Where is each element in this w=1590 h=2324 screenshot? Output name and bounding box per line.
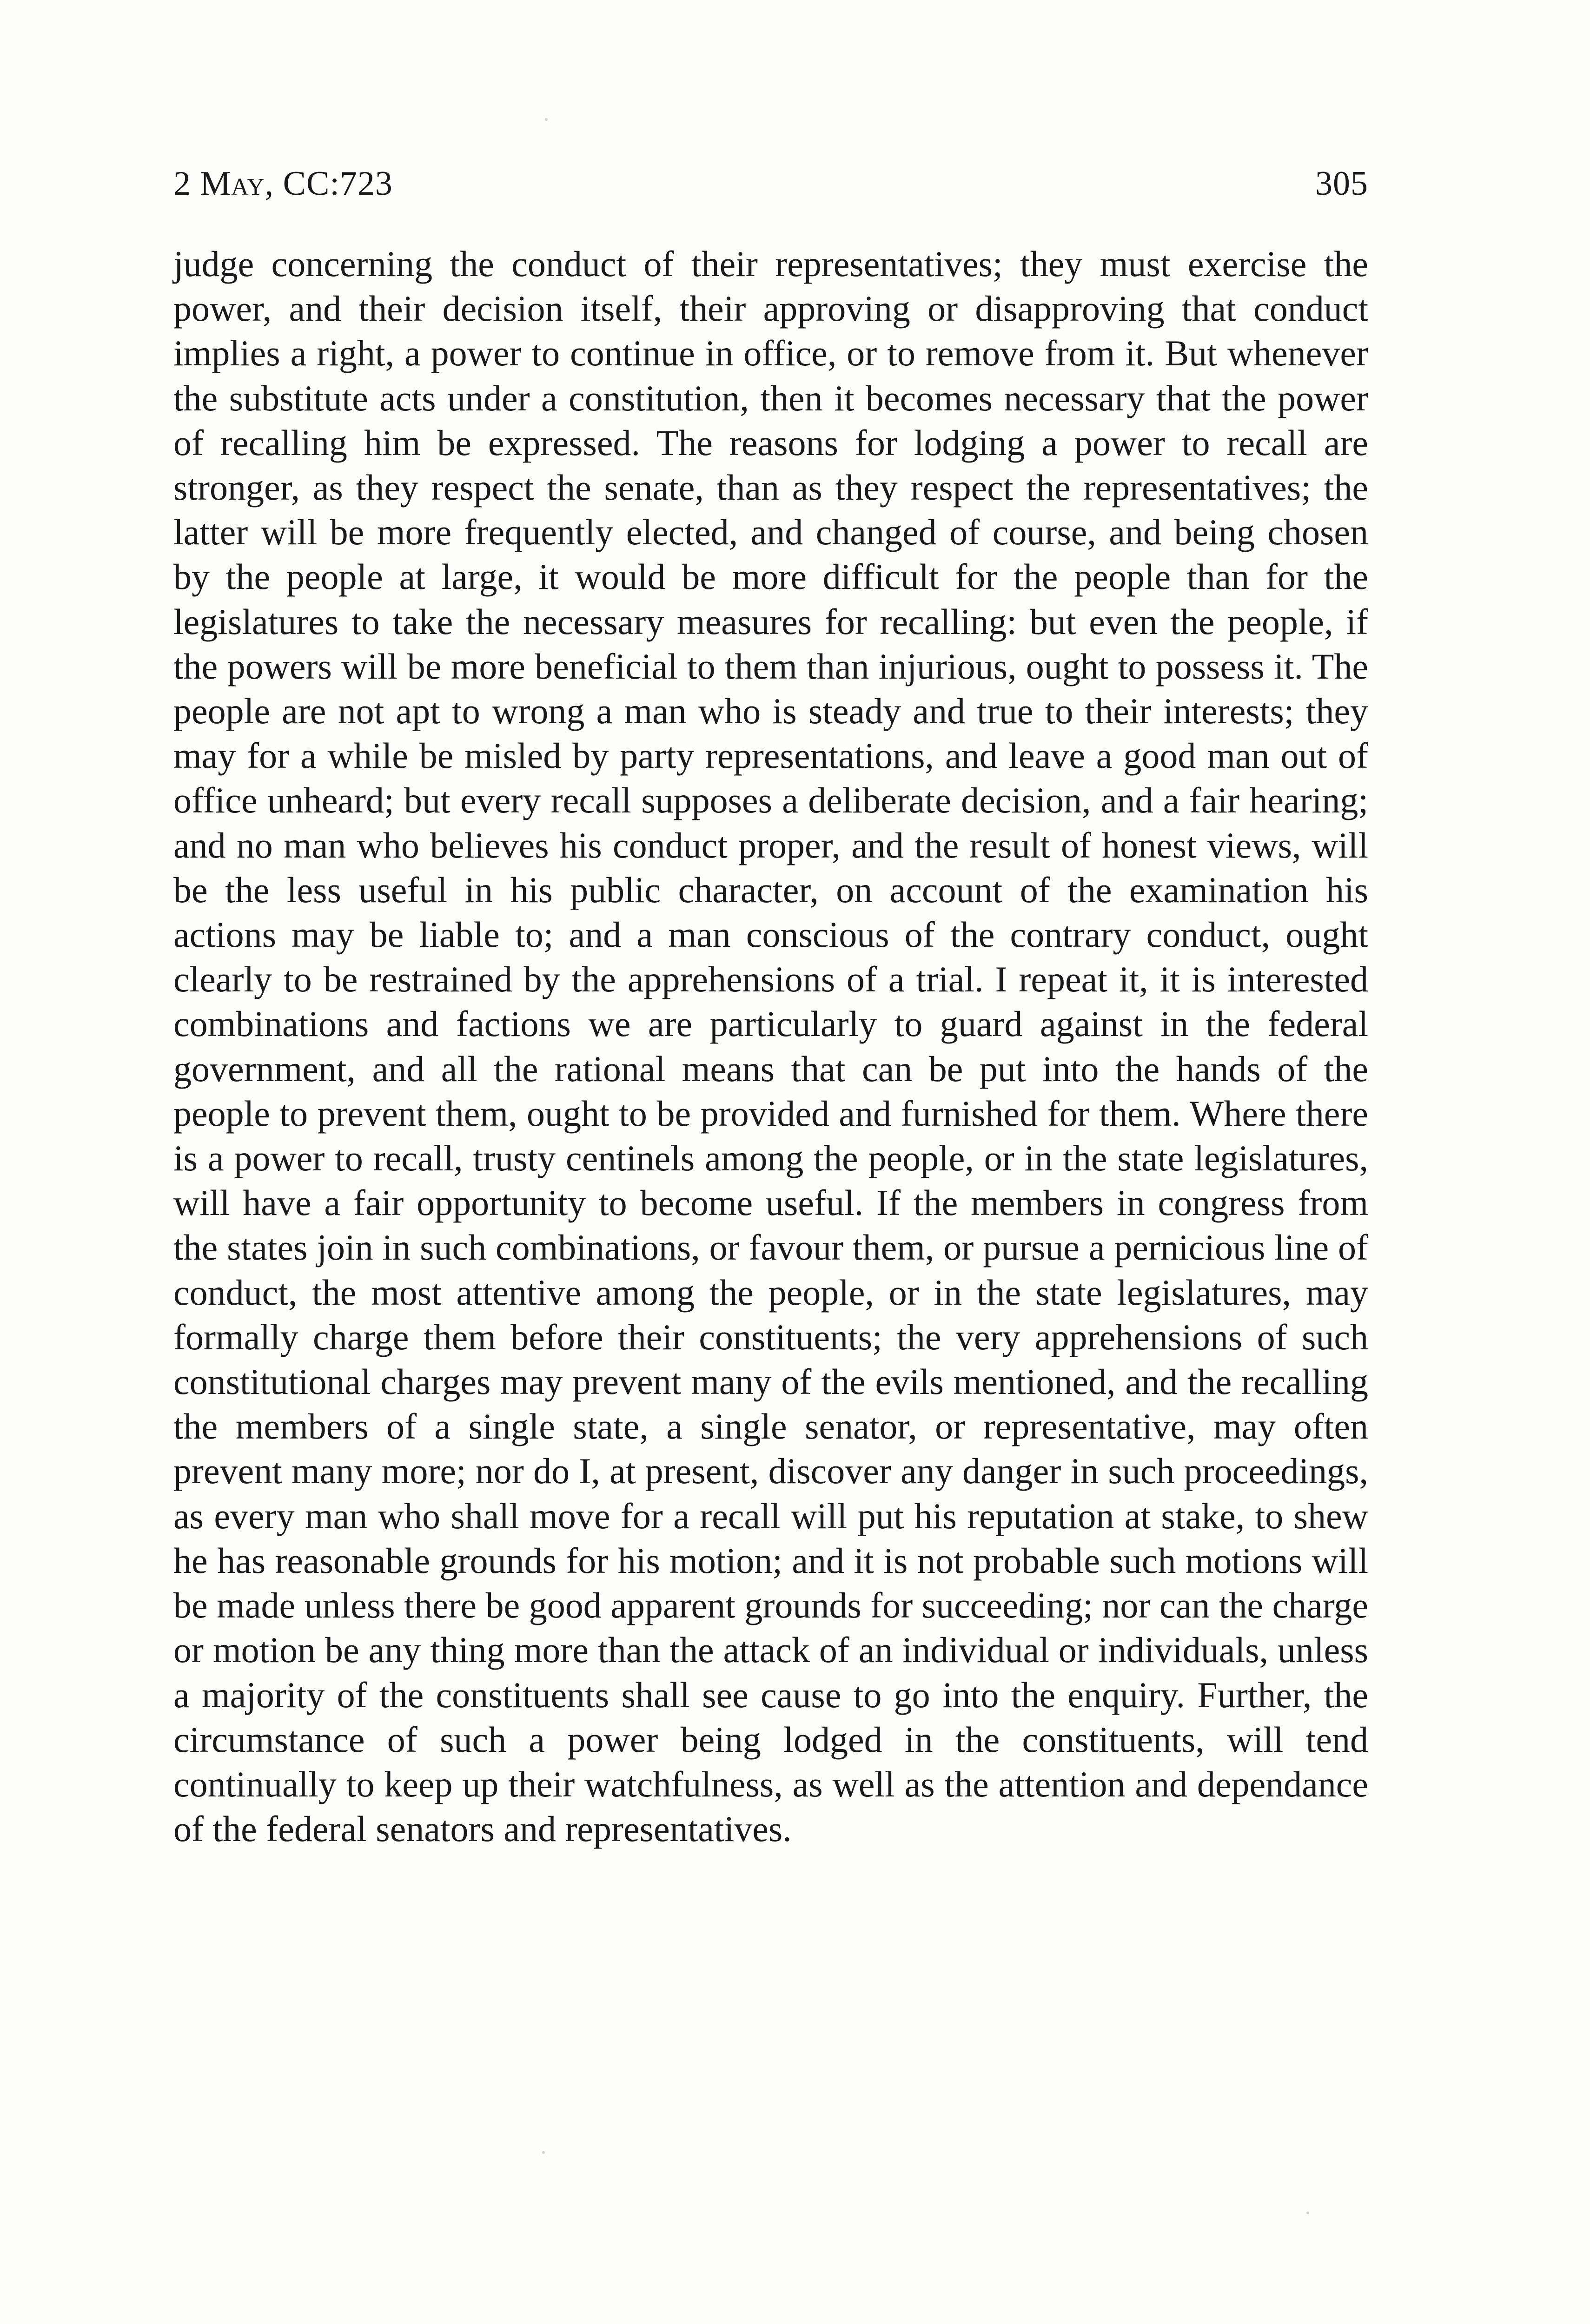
speck: [1306, 2212, 1309, 2214]
section-suffix: , CC:723: [265, 165, 393, 203]
speck: [542, 2151, 545, 2154]
body-paragraph: judge concerning the conduct of their representatives; they must exercise the power, and their decision itself, their approving or disapproving that conduct implies a right, a power to continue in office, or to remove from it. But whenever the substitute acts under a constitution, then it becomes necessary that the power of recalling him be expressed. The reasons for lodging a power to recall are stronger, as they respect the senate, than as they respect the representatives; the latter will be more frequently elected, and changed of course, and being chosen by the people at large, it would be more difficult for the people than for the legislatures to take the necessary measures for recalling: but even the people, if the powers will be more beneficial to them than injurious, ought to possess it. The people are not apt to wrong a man who is steady and true to their interests; they may for a while be misled by party representations, and leave a good man out of office unheard; but every recall supposes a deliberate decision, and a fair hearing; and no man who believes his conduct proper, and the result of honest views, will be the less useful in his public character, on account of the examination his actions may be liable to; and a man conscious of the contrary conduct, ought clearly to be restrained by the apprehensions of a trial. I repeat it, it is interested combinations and factions we are particularly to guard against in the federal government, and all the rational means that can be put into the hands of the people to prevent them, ought to be provided and furnished for them. Where there is a power to recall, trusty centinels among the people, or in the state legislatures, will have a fair opportunity to become useful. If the members in congress from the states join in such combinations, or favour them, or pursue a pernicious line of conduct, the most attentive among the people, or in the state legislatures, may formally charge them before their constituents; the very apprehensions of such constitutional charges may prevent many of the evils mentioned, and the recalling the members of a single state, a single senator, or representative, may often prevent many more; nor do I, at present, discover any danger in such proceedings, as every man who shall move for a recall will put his reputation at stake, to shew he has reasonable grounds for his motion; and it is not probable such motions will be made unless there be good apparent grounds for succeeding; nor can the charge or motion be any thing more than the attack of an individual or individuals, unless a majority of the constituents shall see cause to go into the enquiry. Further, the circumstance of such a power being lodged in the constituents, will tend continually to keep up their watchfulness, as well as the attention and dependance of the federal senators and representatives.: [173, 244, 1368, 1849]
section-reference: [173, 158, 393, 209]
speck: [545, 118, 548, 121]
running-head: [173, 158, 1368, 209]
page-number: 305: [1315, 165, 1368, 203]
section-month: May: [200, 165, 265, 203]
section-prefix: 2: [173, 165, 200, 203]
